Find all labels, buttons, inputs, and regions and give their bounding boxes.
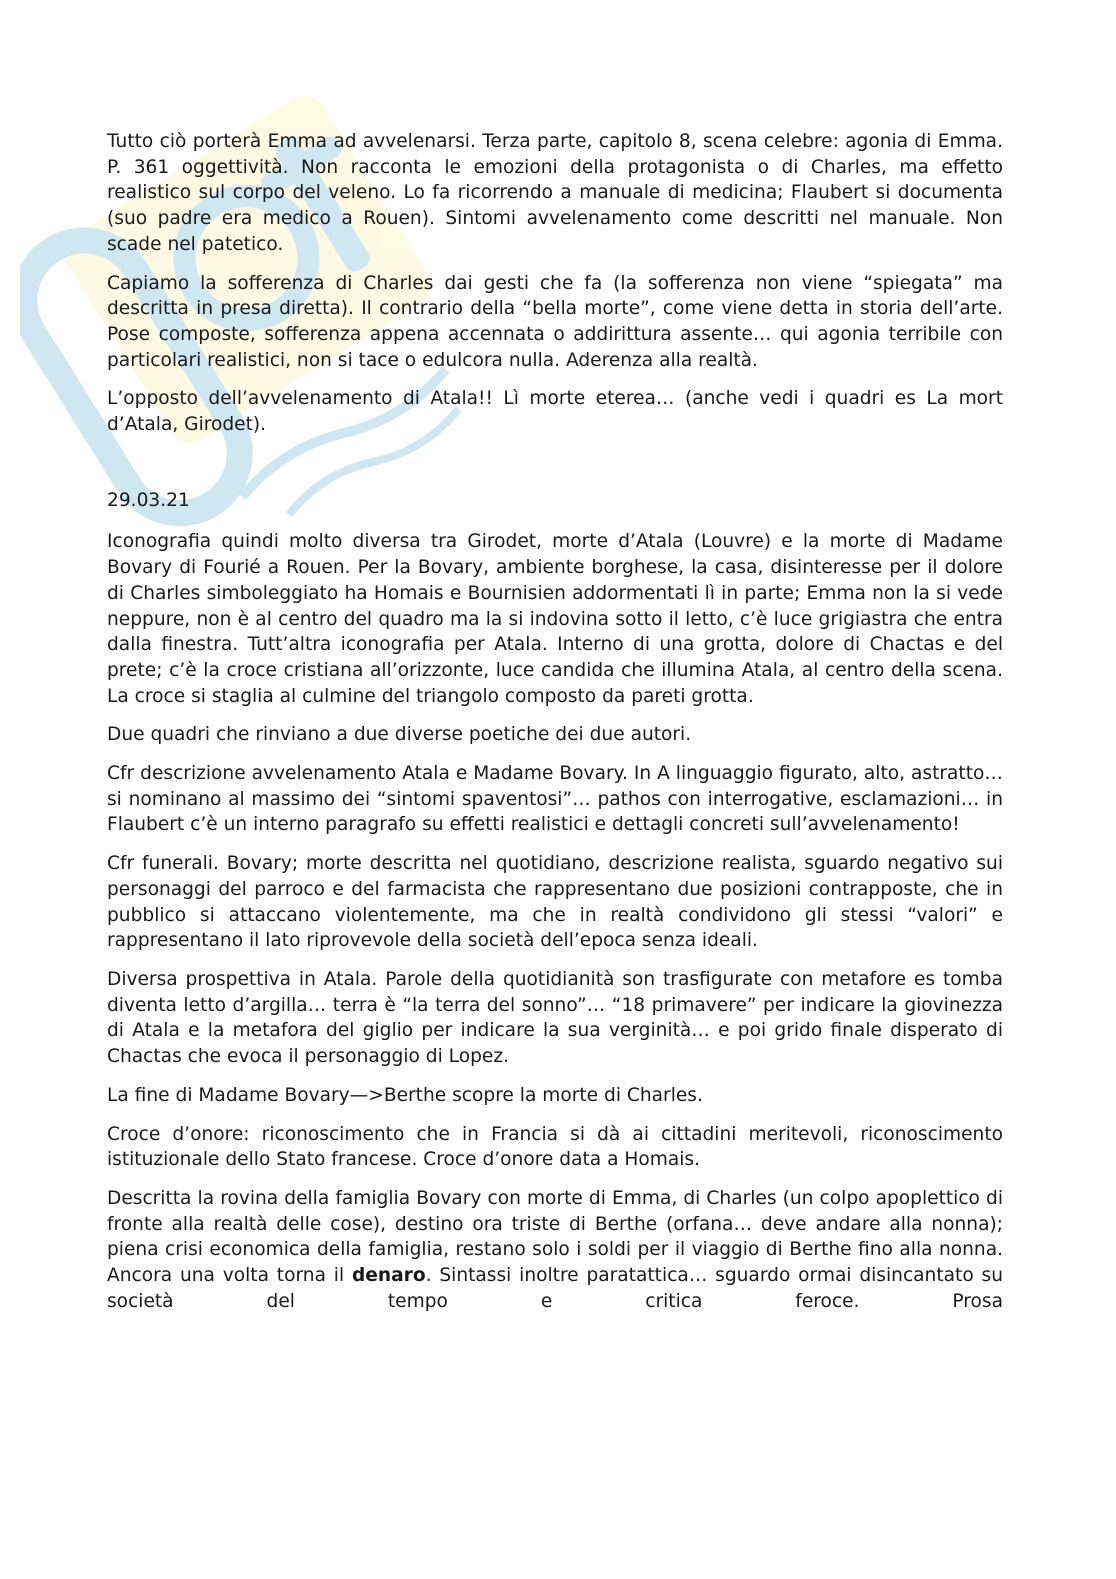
paragraph-11-text-start: Descritta la rovina della famiglia Bovary con morte di Emma, di Charles (un colpo apoplettico di fronte alla realtà delle cose), destino ora triste di Berthe (orfana… deve andare alla nonna); piena crisi economica della famiglia, restano solo i soldi per il viaggio di Berthe fino alla nonna. Ancora una volta torna il [107, 1187, 1003, 1287]
paragraph-4: Iconografia quindi molto diversa tra Girodet, morte d’Atala (Louvre) e la morte di Madame Bovary di Fourié a Rouen. Per la Bovary, ambiente borghese, la casa, disinteresse per il dolore di Charles simboleggiato ha Homais e Bournisien addormentati lì in parte; Emma non la si vede neppure, non è al centro del quadro ma la si indovina sotto il letto, c’è luce grigiastra che entra dalla finestra. Tutt’altra iconografia per Atala. Interno di una grotta, dolore di Chactas e del prete; c’è la croce cristiana all’orizzonte, luce candida che illumina Atala, al centro della scena. La croce si staglia al culmine del triangolo composto da pareti grotta. [107, 531, 1003, 707]
paragraph-7: Cfr funerali. Bovary; morte descritta nel quotidiano, descrizione realista, sguardo negativo sui personaggi del parroco e del farmacista che rappresentano due posizioni contrapposte, che in pubblico si attaccano violentemente, ma che in realtà condividono gli stessi “valori” e rappresentano il lato riprovevole della società dell’epoca senza ideali. [107, 853, 1003, 952]
paragraph-11-text-end: . Sintassi inoltre paratattica… sguardo ormai disincantato su società del tempo e critica feroce. Prosa [107, 1265, 1003, 1312]
paragraph-8: Diversa prospettiva in Atala. Parole della quotidianità son trasfigurate con metafore es tomba diventa letto d’argilla… terra è “la terra del sonno”… “18 primavere” per indicare la giovinezza di Atala e la metafora del giglio per indicare la sua verginità… e poi grido finale disperato di Chactas che evoca il personaggio di Lopez. [107, 968, 1003, 1068]
paragraph-3: L’opposto dell’avvelenamento di Atala!! Lì morte eterea… (anche vedi i quadri es La mort d’Atala, Girodet). [107, 388, 1003, 436]
paragraph-9: La fine di Madame Bovary—>Berthe scopre la morte di Charles. [107, 1084, 703, 1106]
document-body [107, 129, 1003, 1327]
paragraph-5: Due quadri che rinviano a due diverse poetiche dei due autori. [107, 724, 692, 746]
paragraph-6: Cfr descrizione avvelenamento Atala e Madame Bovary. In A linguaggio figurato, alto, astratto… si nominano al massimo dei “sintomi spaventosi”… pathos con interrogative, esclamazioni… in Flaubert c’è un interno paragrafo su effetti realistici e dettagli concreti sull’avvelenamento! [107, 763, 1003, 836]
paragraph-10: Croce d’onore: riconoscimento che in Francia si dà ai cittadini meritevoli, riconoscimento istituzionale dello Stato francese. Croce d’onore data a Homais. [107, 1123, 1003, 1171]
paragraph-1: Tutto ciò porterà Emma ad avvelenarsi. Terza parte, capitolo 8, scena celebre: agonia di Emma. P. 361 oggettività. Non racconta le emozioni della protagonista o di Charles, ma effetto realistico sul corpo del veleno. Lo fa ricorrendo a manuale di medicina; Flaubert si documenta (suo padre era medico a Rouen). Sintomi avvelenamento come descritti nel manuale. Non scade nel patetico. [107, 131, 1003, 255]
paragraph-11 [107, 1186, 1003, 1315]
paragraph-2: Capiamo la sofferenza di Charles dai gesti che fa (la sofferenza non viene “spiegata” ma descritta in presa diretta). Il contrario della “bella morte”, come viene detta in storia dell’arte. Pose composte, sofferenza appena accennata o addirittura assente… qui agonia terribile con particolari realistici, non si tace o edulcora nulla. Aderenza alla realtà. [107, 272, 1003, 371]
date-heading: 29.03.21 [107, 489, 190, 511]
bold-word-denaro: denaro [351, 1265, 426, 1287]
